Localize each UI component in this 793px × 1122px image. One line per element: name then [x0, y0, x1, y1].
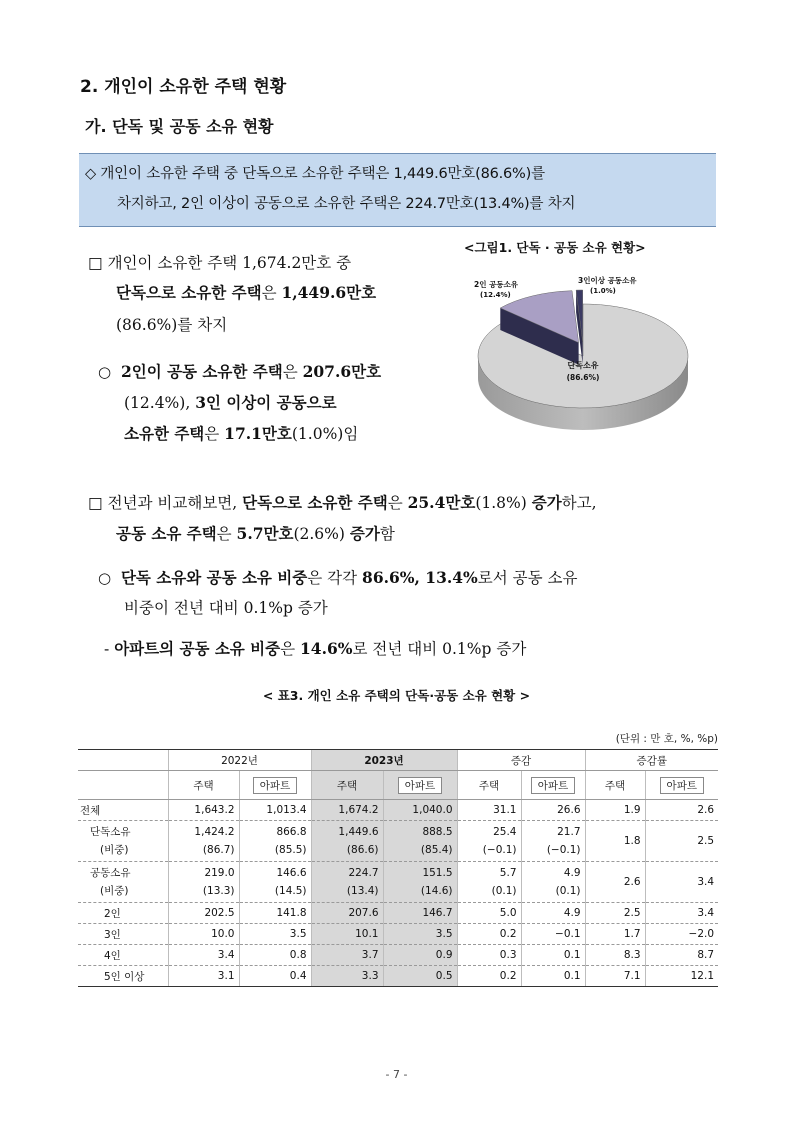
- bullet1-line-2: [124, 391, 337, 413]
- table-cell: 3.4: [168, 945, 239, 966]
- table-cell: −0.1: [521, 924, 585, 945]
- table-row: [78, 966, 718, 987]
- cell-value: 219.0: [204, 867, 235, 879]
- summary-line-1: ◇ 개인이 소유한 주택 중 단독으로 소유한 주택은 1,449.6만호(86.6%)를: [85, 166, 545, 182]
- bullet2-bold-a: 단독 소유와 공동 소유 비중: [120, 568, 308, 587]
- cell-share: (0.1): [491, 885, 517, 897]
- cell-value: 224.7: [348, 867, 379, 879]
- table-cell: [311, 862, 383, 903]
- row-label: 2인: [78, 903, 168, 924]
- sub-header-label: 아파트: [253, 777, 297, 794]
- cell-value: 21.7: [557, 826, 581, 838]
- table-cell: 0.1: [521, 966, 585, 987]
- cell-value: 151.5: [422, 867, 453, 879]
- header-2022: 2022년: [168, 750, 311, 771]
- table-cell: 7.1: [585, 966, 645, 987]
- row-label: 5인 이상: [78, 966, 168, 987]
- table-cell: [383, 862, 457, 903]
- sub-header: [521, 771, 585, 800]
- table-cell: [311, 821, 383, 862]
- para2-bold-c: 증가: [531, 493, 562, 512]
- row-label-line: 공동소유: [90, 867, 131, 879]
- row-label-line2: (비중): [100, 885, 129, 897]
- table-cell: 5.0: [457, 903, 521, 924]
- row-label-line: 단독소유: [90, 826, 131, 838]
- table-cell: 8.3: [585, 945, 645, 966]
- bullet1-line3-mid: 은: [204, 425, 225, 443]
- summary-box: [79, 153, 716, 227]
- header-change-rate: 증감률: [585, 750, 718, 771]
- header-blank-2: [78, 771, 168, 800]
- table-cell: 10.0: [168, 924, 239, 945]
- para2-mid: 은: [387, 494, 408, 512]
- figure-title: <그림1. 단독 · 공동 소유 현황>: [464, 240, 646, 255]
- header-change: 증감: [457, 750, 585, 771]
- para2-line-1: [88, 491, 597, 513]
- table-cell: 2.5: [585, 903, 645, 924]
- table-cell: 3.1: [168, 966, 239, 987]
- cell-value: 5.7: [499, 867, 517, 879]
- bullet2-bold-b: 86.6%, 13.4%: [362, 568, 478, 587]
- sub-header: 주택: [311, 771, 383, 800]
- para2-end: 하고,: [561, 494, 597, 512]
- table-cell: [585, 862, 645, 903]
- pie-chart: [466, 260, 696, 438]
- cell-value: 3.4: [697, 876, 715, 888]
- sub-header: [645, 771, 718, 800]
- dash1-line: [104, 637, 526, 659]
- table-cell: 3.4: [645, 903, 718, 924]
- table-cell: −2.0: [645, 924, 718, 945]
- para1-mid: 은: [261, 284, 282, 302]
- para1-bold-b: 1,449.6만호: [281, 283, 377, 302]
- cell-share: (14.6): [420, 885, 453, 897]
- table-cell: [239, 862, 311, 903]
- label-three: 3인이상 공동소유: [578, 276, 637, 285]
- cell-value: 1,424.2: [194, 826, 235, 838]
- bullet1-mark: ○: [98, 363, 112, 381]
- table-cell: 0.2: [457, 924, 521, 945]
- table-row: [78, 945, 718, 966]
- table-title: < 표3. 개인 소유 주택의 단독·공동 소유 현황 >: [262, 688, 531, 703]
- table-cell: 0.9: [383, 945, 457, 966]
- table-cell: [239, 821, 311, 862]
- sub-header: 주택: [168, 771, 239, 800]
- cell-share: (86.6): [346, 844, 379, 856]
- table-cell: 0.5: [383, 966, 457, 987]
- sub-header: 주택: [585, 771, 645, 800]
- bullet1-mid: 은: [282, 363, 303, 381]
- table-cell: [457, 862, 521, 903]
- table-header-group: [78, 750, 718, 771]
- table-cell: 3.3: [311, 966, 383, 987]
- cell-value: 25.4: [493, 826, 517, 838]
- para2-l2-mid2: (2.6%): [293, 525, 350, 543]
- table-cell: 1,643.2: [168, 800, 239, 821]
- para1-line-1: □ 개인이 소유한 주택 1,674.2만호 중: [88, 254, 352, 272]
- table-cell: 146.7: [383, 903, 457, 924]
- table-row: [78, 903, 718, 924]
- table-cell: [521, 821, 585, 862]
- table-cell: 1.7: [585, 924, 645, 945]
- cell-value: 888.5: [422, 826, 453, 838]
- cell-value: 2.6: [623, 876, 641, 888]
- table-row: [78, 800, 718, 821]
- para2-l2-bold-b: 5.7만호: [236, 524, 294, 543]
- table-row: [78, 924, 718, 945]
- section-title: 2. 개인이 소유한 주택 현황: [80, 77, 287, 97]
- cell-value: 2.5: [697, 835, 715, 847]
- sub-header: [383, 771, 457, 800]
- table-cell: 3.7: [311, 945, 383, 966]
- row-label: [78, 862, 168, 903]
- bullet2-line-1: [98, 566, 578, 588]
- table-cell: 4.9: [521, 903, 585, 924]
- cell-share: (86.7): [202, 844, 235, 856]
- dash1-bold-b: 14.6%: [300, 639, 353, 658]
- row-label: [78, 821, 168, 862]
- para2-line-2: [116, 522, 395, 544]
- para2-bold-a: 단독으로 소유한 주택: [242, 493, 388, 512]
- row-label-line2: (비중): [100, 844, 129, 856]
- bullet1-line3-bold-b: 17.1만호: [224, 424, 292, 443]
- table-cell: [168, 862, 239, 903]
- cell-share: (13.3): [202, 885, 235, 897]
- label-single: 단독소유: [567, 361, 599, 370]
- table-row: [78, 821, 718, 862]
- table-cell: [457, 821, 521, 862]
- para2-l2-bold-a: 공동 소유 주택: [116, 524, 217, 543]
- table-cell: [521, 862, 585, 903]
- label-two: 2인 공동소유: [474, 280, 519, 289]
- para2-bold-b: 25.4만호: [407, 493, 476, 512]
- cell-value: 1.8: [623, 835, 641, 847]
- table-cell: 0.3: [457, 945, 521, 966]
- cell-value: 1,449.6: [338, 826, 379, 838]
- bullet1-line-3: [124, 422, 358, 444]
- table-cell: [585, 821, 645, 862]
- sub-header-label: 아파트: [531, 777, 575, 794]
- row-label: 4인: [78, 945, 168, 966]
- table-cell: 1,674.2: [311, 800, 383, 821]
- table-cell: 1,040.0: [383, 800, 457, 821]
- para2-a: □ 전년과 비교해보면,: [88, 494, 243, 512]
- table-cell: 0.2: [457, 966, 521, 987]
- bullet1-line-1: [98, 360, 381, 382]
- label-three-pct: (1.0%): [590, 287, 616, 295]
- bullet1-bold-b: 207.6만호: [302, 362, 382, 381]
- para2-mid2: (1.8%): [475, 494, 532, 512]
- table-cell: 8.7: [645, 945, 718, 966]
- table-cell: 2.6: [645, 800, 718, 821]
- sub-header-label: 아파트: [398, 777, 442, 794]
- table-header-sub: [78, 771, 718, 800]
- summary-line-2: 차지하고, 2인 이상이 공동으로 소유한 주택은 224.7만호(13.4%)를 차지: [117, 196, 576, 212]
- table-cell: [645, 821, 718, 862]
- dash1-mid: 은: [280, 640, 301, 658]
- table-cell: 10.1: [311, 924, 383, 945]
- cell-share: (85.5): [274, 844, 307, 856]
- bullet2-line-2: 비중이 전년 대비 0.1%p 증가: [124, 599, 328, 617]
- bullet1-line2-a: (12.4%),: [124, 394, 196, 412]
- para2-l2-bold-c: 증가: [349, 524, 380, 543]
- dash1-bold-a: 아파트의 공동 소유 비중: [114, 639, 281, 658]
- bullet1-line3-bold-a: 소유한 주택: [124, 424, 205, 443]
- cell-share: (0.1): [555, 885, 581, 897]
- bullet1-line3-end: (1.0%)임: [291, 425, 359, 443]
- row-label: 3인: [78, 924, 168, 945]
- table-cell: [383, 821, 457, 862]
- table-cell: 26.6: [521, 800, 585, 821]
- table-row: [78, 862, 718, 903]
- table-cell: 1,013.4: [239, 800, 311, 821]
- table-cell: 141.8: [239, 903, 311, 924]
- header-2023: 2023년: [311, 750, 457, 771]
- cell-share: (−0.1): [546, 844, 581, 856]
- sub-header: [239, 771, 311, 800]
- page-number: - 7 -: [385, 1068, 408, 1081]
- label-two-pct: (12.4%): [480, 291, 511, 299]
- table-cell: 1.9: [585, 800, 645, 821]
- data-table: [78, 749, 718, 987]
- cell-value: 4.9: [563, 867, 581, 879]
- table-cell: 0.1: [521, 945, 585, 966]
- row-label: 전체: [78, 800, 168, 821]
- table-cell: 12.1: [645, 966, 718, 987]
- bullet1-line2-bold: 3인 이상이 공동으로: [195, 393, 337, 412]
- cell-share: (13.4): [346, 885, 379, 897]
- para1-bold-a: 단독으로 소유한 주택: [116, 283, 262, 302]
- table-cell: 0.4: [239, 966, 311, 987]
- header-blank: [78, 750, 168, 771]
- table-unit: (단위 : 만 호, %, %p): [615, 733, 718, 745]
- para1-line-2: [116, 281, 376, 303]
- table-cell: [645, 862, 718, 903]
- table-cell: 3.5: [239, 924, 311, 945]
- subsection-title: 가. 단독 및 공동 소유 현황: [85, 117, 274, 136]
- table-cell: 31.1: [457, 800, 521, 821]
- bullet2-mark: ○: [98, 569, 112, 587]
- table-cell: [168, 821, 239, 862]
- label-single-pct: (86.6%): [566, 373, 600, 382]
- table-cell: 3.5: [383, 924, 457, 945]
- table-cell: 202.5: [168, 903, 239, 924]
- cell-value: 146.6: [276, 867, 307, 879]
- para2-l2-end: 함: [379, 525, 395, 543]
- dash1-mark: -: [104, 640, 110, 658]
- para1-line-3: (86.6%)를 차지: [116, 316, 228, 334]
- table-cell: 207.6: [311, 903, 383, 924]
- para2-l2-mid: 은: [216, 525, 237, 543]
- bullet2-end: 로서 공동 소유: [477, 569, 578, 587]
- cell-share: (−0.1): [482, 844, 517, 856]
- cell-share: (14.5): [274, 885, 307, 897]
- dash1-end: 로 전년 대비 0.1%p 증가: [352, 640, 527, 658]
- cell-value: 866.8: [276, 826, 307, 838]
- bullet1-bold-a: 2인이 공동 소유한 주택: [120, 362, 283, 381]
- cell-share: (85.4): [420, 844, 453, 856]
- bullet2-mid: 은 각각: [307, 569, 363, 587]
- sub-header-label: 아파트: [660, 777, 704, 794]
- sub-header: 주택: [457, 771, 521, 800]
- table-cell: 0.8: [239, 945, 311, 966]
